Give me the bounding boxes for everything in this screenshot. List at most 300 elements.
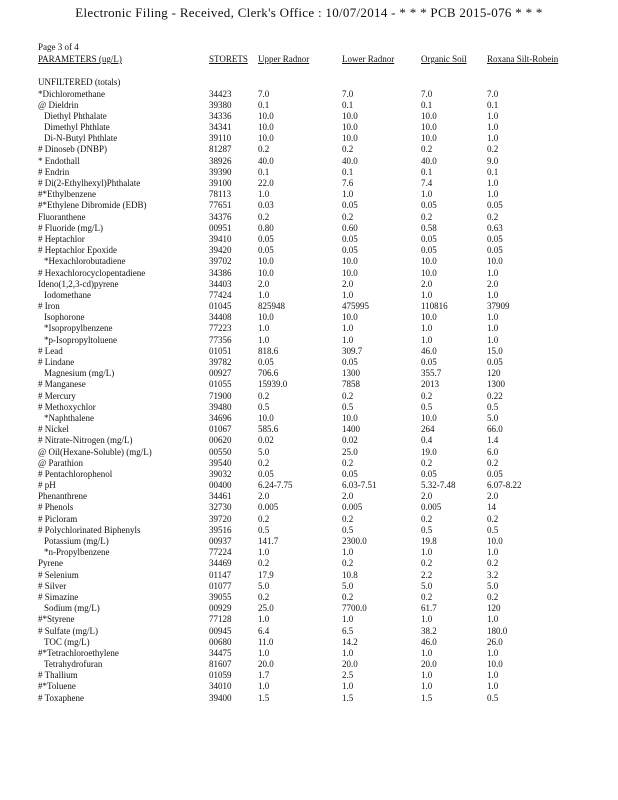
cell-parameter: # pH: [38, 480, 56, 491]
cell-organic-soil: 1.0: [421, 670, 433, 681]
cell-lower-radnor: 0.05: [342, 233, 358, 244]
table-row: [0, 648, 618, 659]
table-row: [0, 536, 618, 547]
cell-organic-soil: 0.5: [421, 401, 433, 412]
cell-upper-radnor: 1.0: [258, 647, 270, 658]
cell-storet: 81607: [209, 659, 232, 670]
cell-parameter: # Di(2-Ethylhexyl)Phthalate: [38, 178, 141, 188]
cell-lower-radnor: 0.05: [342, 200, 358, 211]
table-row: [0, 480, 618, 491]
cell-upper-radnor: 0.05: [258, 233, 274, 244]
cell-roxana-silt: 0.05: [487, 233, 503, 244]
cell-roxana-silt: 5.0: [487, 580, 499, 591]
table-row: [0, 156, 618, 167]
cell-organic-soil: 1.0: [421, 681, 433, 692]
cell-storet: 39540: [209, 457, 232, 468]
cell-lower-radnor: 309.7: [342, 345, 363, 356]
cell-parameter: # Nitrate-Nitrogen (mg/L): [38, 435, 133, 446]
cell-organic-soil: 1.0: [421, 323, 433, 334]
cell-upper-radnor: 10.0: [258, 267, 274, 278]
table-header: [0, 54, 618, 66]
cell-roxana-silt: 0.5: [487, 692, 499, 703]
cell-roxana-silt: 6.0: [487, 446, 499, 457]
table-row: [0, 357, 618, 368]
cell-roxana-silt: 5.0: [487, 412, 499, 423]
cell-upper-radnor: 25.0: [258, 603, 274, 614]
cell-organic-soil: 0.4: [421, 435, 433, 446]
cell-lower-radnor: 1.0: [342, 647, 354, 658]
cell-upper-radnor: 0.05: [258, 357, 274, 367]
cell-lower-radnor: 0.2: [342, 513, 354, 524]
cell-roxana-silt: 0.22: [487, 390, 503, 401]
cell-roxana-silt: 1.0: [487, 189, 499, 200]
cell-lower-radnor: 0.2: [342, 390, 354, 401]
table-row: [0, 212, 618, 223]
cell-lower-radnor: 25.0: [342, 446, 358, 457]
cell-lower-radnor: 0.05: [342, 245, 358, 256]
table-row: [0, 167, 618, 178]
cell-storet: 34336: [209, 110, 232, 121]
cell-parameter: Dimethyl Phthlate: [44, 122, 110, 133]
cell-roxana-silt: 0.2: [487, 457, 499, 468]
cell-roxana-silt: 1.0: [487, 323, 499, 334]
cell-storet: 34696: [209, 412, 232, 423]
cell-upper-radnor: 1.0: [258, 323, 270, 334]
cell-roxana-silt: 10.0: [487, 536, 503, 546]
cell-parameter: Sodium (mg/L): [44, 603, 100, 614]
cell-parameter: * Endothall: [38, 155, 80, 166]
cell-storet: 34423: [209, 88, 232, 99]
table-row: [0, 547, 618, 558]
cell-roxana-silt: 0.2: [487, 211, 499, 222]
table-row: [0, 335, 618, 346]
cell-parameter: # Lead: [38, 345, 63, 356]
cell-storet: 00927: [209, 368, 232, 379]
cell-lower-radnor: 1400: [342, 424, 360, 435]
table-row: [0, 413, 618, 424]
cell-parameter: Phenanthrene: [38, 491, 87, 502]
table-row: [0, 122, 618, 133]
cell-lower-radnor: 0.2: [342, 591, 354, 602]
table-row: [0, 681, 618, 692]
table-row: [0, 435, 618, 446]
cell-parameter: # Thallium: [38, 670, 78, 681]
cell-upper-radnor: 0.2: [258, 591, 270, 602]
cell-lower-radnor: 1.0: [342, 189, 354, 200]
cell-lower-radnor: 10.0: [342, 412, 358, 423]
cell-upper-radnor: 11.0: [258, 636, 274, 647]
cell-storet: 00937: [209, 536, 232, 546]
cell-roxana-silt: 15.0: [487, 345, 503, 356]
cell-organic-soil: 10.0: [421, 110, 437, 121]
cell-parameter: Di-N-Butyl Phthlate: [44, 133, 118, 144]
cell-organic-soil: 0.005: [421, 502, 442, 513]
cell-upper-radnor: 0.5: [258, 524, 270, 535]
cell-roxana-silt: 10.0: [487, 256, 503, 267]
table-row: [0, 592, 618, 603]
table-row: [0, 189, 618, 200]
cell-roxana-silt: 1.0: [487, 647, 499, 658]
cell-storet: 01055: [209, 379, 232, 390]
table-row: [0, 256, 618, 267]
cell-lower-radnor: 20.0: [342, 659, 358, 670]
cell-organic-soil: 10.0: [421, 312, 437, 323]
cell-lower-radnor: 2.0: [342, 278, 354, 289]
cell-upper-radnor: 7.0: [258, 88, 270, 99]
cell-roxana-silt: 3.2: [487, 569, 499, 580]
cell-upper-radnor: 0.80: [258, 222, 274, 233]
cell-upper-radnor: 1.0: [258, 289, 270, 300]
cell-organic-soil: 19.0: [421, 446, 437, 457]
cell-lower-radnor: 0.1: [342, 166, 354, 177]
table-row: [0, 346, 618, 357]
cell-lower-radnor: 40.0: [342, 155, 358, 166]
cell-storet: 71900: [209, 390, 232, 401]
table-row: [0, 693, 618, 704]
cell-upper-radnor: 5.0: [258, 580, 270, 591]
cell-organic-soil: 0.5: [421, 524, 433, 535]
cell-parameter: # Dinoseb (DNBP): [38, 144, 107, 155]
cell-parameter: *p-Isopropyltoluene: [44, 334, 117, 345]
cell-upper-radnor: 15939.0: [258, 379, 288, 390]
cell-roxana-silt: 9.0: [487, 155, 499, 166]
cell-upper-radnor: 0.2: [258, 513, 270, 524]
cell-organic-soil: 10.0: [421, 267, 437, 278]
cell-upper-radnor: 10.0: [258, 412, 274, 423]
cell-roxana-silt: 14: [487, 502, 496, 513]
cell-parameter: # Manganese: [38, 379, 86, 390]
cell-upper-radnor: 0.2: [258, 558, 270, 569]
table-row: [0, 626, 618, 637]
cell-upper-radnor: 825948: [258, 301, 285, 312]
cell-lower-radnor: 10.0: [342, 133, 358, 144]
cell-organic-soil: 10.0: [421, 412, 437, 423]
cell-storet: 77128: [209, 614, 232, 625]
cell-upper-radnor: 22.0: [258, 178, 274, 188]
cell-upper-radnor: 2.0: [258, 491, 270, 502]
cell-parameter: # Phenols: [38, 502, 74, 513]
cell-parameter: # Nickel: [38, 424, 69, 435]
cell-lower-radnor: 0.5: [342, 524, 354, 535]
section-label: UNFILTERED (totals): [38, 77, 121, 87]
cell-lower-radnor: 14.2: [342, 636, 358, 647]
cell-lower-radnor: 0.2: [342, 457, 354, 468]
cell-lower-radnor: 10.0: [342, 110, 358, 121]
cell-parameter: TOC (mg/L): [44, 636, 90, 647]
cell-storet: 01059: [209, 670, 232, 681]
table-row: [0, 391, 618, 402]
cell-upper-radnor: 0.2: [258, 457, 270, 468]
cell-parameter: Pyrene: [38, 558, 63, 569]
cell-parameter: Isophorone: [44, 312, 85, 323]
cell-storet: 39380: [209, 99, 232, 110]
cell-storet: 34010: [209, 681, 232, 692]
table-row: [0, 368, 618, 379]
cell-roxana-silt: 1.0: [487, 133, 499, 144]
cell-parameter: #*Ethylbenzene: [38, 189, 96, 200]
cell-upper-radnor: 10.0: [258, 256, 274, 267]
cell-parameter: # Endrin: [38, 166, 70, 177]
cell-upper-radnor: 0.1: [258, 99, 270, 110]
cell-lower-radnor: 10.0: [342, 312, 358, 323]
cell-lower-radnor: 1.0: [342, 289, 354, 300]
cell-lower-radnor: 7.6: [342, 178, 354, 188]
table-row: [0, 234, 618, 245]
cell-upper-radnor: 17.9: [258, 569, 274, 580]
cell-organic-soil: 7.0: [421, 88, 433, 99]
cell-storet: 39720: [209, 513, 232, 524]
table-row: [0, 558, 618, 569]
cell-lower-radnor: 10.8: [342, 569, 358, 580]
cell-storet: 00680: [209, 636, 232, 647]
cell-storet: 34461: [209, 491, 232, 502]
cell-storet: 39390: [209, 166, 232, 177]
cell-upper-radnor: 10.0: [258, 133, 274, 144]
cell-storet: 78113: [209, 189, 232, 200]
cell-storet: 81287: [209, 144, 232, 155]
cell-storet: 34403: [209, 278, 232, 289]
cell-roxana-silt: 1.0: [487, 110, 499, 121]
table-row: [0, 133, 618, 144]
cell-lower-radnor: 0.2: [342, 558, 354, 569]
cell-upper-radnor: 1.0: [258, 681, 270, 692]
cell-lower-radnor: 7700.0: [342, 603, 367, 614]
cell-upper-radnor: 706.6: [258, 368, 279, 379]
cell-storet: 01051: [209, 345, 232, 356]
cell-organic-soil: 61.7: [421, 603, 437, 614]
cell-storet: 00929: [209, 603, 232, 614]
cell-organic-soil: 0.2: [421, 457, 433, 468]
cell-organic-soil: 0.05: [421, 200, 437, 211]
cell-parameter: # Toxaphene: [38, 692, 84, 703]
table-row: [0, 312, 618, 323]
cell-roxana-silt: 1.0: [487, 178, 499, 188]
cell-storet: 32730: [209, 502, 232, 513]
cell-storet: 00951: [209, 222, 232, 233]
cell-parameter: *Dichloromethane: [38, 88, 105, 99]
cell-roxana-silt: 6.07-8.22: [487, 480, 522, 491]
cell-upper-radnor: 1.5: [258, 692, 270, 703]
cell-organic-soil: 2.2: [421, 569, 433, 580]
table-row: [0, 402, 618, 413]
cell-roxana-silt: 1.0: [487, 312, 499, 323]
cell-storet: 39782: [209, 357, 232, 367]
cell-organic-soil: 0.58: [421, 222, 437, 233]
cell-lower-radnor: 5.0: [342, 580, 354, 591]
cell-roxana-silt: 1.0: [487, 614, 499, 625]
cell-roxana-silt: 2.0: [487, 278, 499, 289]
cell-upper-radnor: 40.0: [258, 155, 274, 166]
table-row: [0, 570, 618, 581]
cell-parameter: # Lindane: [38, 357, 75, 367]
cell-organic-soil: 40.0: [421, 155, 437, 166]
cell-parameter: # Heptachlor Epoxide: [38, 245, 117, 256]
cell-parameter: *Isopropylbenzene: [44, 323, 113, 334]
cell-lower-radnor: 10.0: [342, 267, 358, 278]
cell-organic-soil: 10.0: [421, 133, 437, 144]
cell-lower-radnor: 2.0: [342, 491, 354, 502]
cell-lower-radnor: 0.02: [342, 435, 358, 446]
cell-lower-radnor: 0.2: [342, 211, 354, 222]
table-row: [0, 301, 618, 312]
cell-lower-radnor: 1.0: [342, 323, 354, 334]
cell-lower-radnor: 6.5: [342, 625, 354, 636]
table-row: [0, 245, 618, 256]
cell-lower-radnor: 0.05: [342, 468, 358, 479]
cell-roxana-silt: 1300: [487, 379, 505, 390]
cell-roxana-silt: 0.05: [487, 468, 503, 479]
cell-upper-radnor: 1.0: [258, 189, 270, 200]
cell-parameter: Tetrahydrofuran: [44, 659, 103, 670]
cell-storet: 34469: [209, 558, 232, 569]
cell-organic-soil: 0.2: [421, 211, 433, 222]
cell-roxana-silt: 0.1: [487, 166, 499, 177]
table-row: [0, 323, 618, 334]
cell-organic-soil: 7.4: [421, 178, 433, 188]
table-row: [0, 502, 618, 513]
cell-organic-soil: 355.7: [421, 368, 442, 379]
header-storets: STORETS: [209, 54, 248, 64]
cell-storet: 01067: [209, 424, 232, 435]
cell-upper-radnor: 1.7: [258, 670, 270, 681]
table-row: [0, 200, 618, 211]
cell-parameter: Diethyl Phthalate: [44, 110, 107, 121]
header-organic-soil: Organic Soil: [421, 54, 467, 64]
cell-storet: 00400: [209, 480, 232, 491]
table-row: [0, 111, 618, 122]
cell-organic-soil: 1.0: [421, 289, 433, 300]
cell-roxana-silt: 66.0: [487, 424, 503, 435]
cell-storet: 39480: [209, 401, 232, 412]
cell-organic-soil: 10.0: [421, 256, 437, 267]
cell-storet: 77651: [209, 200, 232, 211]
cell-roxana-silt: 0.2: [487, 591, 499, 602]
cell-parameter: #*Toluene: [38, 681, 76, 692]
cell-organic-soil: 0.2: [421, 591, 433, 602]
cell-roxana-silt: 1.4: [487, 435, 499, 446]
cell-lower-radnor: 2300.0: [342, 536, 367, 546]
cell-lower-radnor: 0.05: [342, 357, 358, 367]
cell-storet: 34376: [209, 211, 232, 222]
cell-organic-soil: 46.0: [421, 636, 437, 647]
cell-storet: 77224: [209, 547, 232, 558]
cell-parameter: #*Styrene: [38, 614, 75, 625]
cell-upper-radnor: 2.0: [258, 278, 270, 289]
cell-organic-soil: 20.0: [421, 659, 437, 670]
cell-organic-soil: 2.0: [421, 491, 433, 502]
cell-upper-radnor: 1.0: [258, 334, 270, 345]
cell-parameter: # Simazine: [38, 591, 79, 602]
table-row: [0, 100, 618, 111]
cell-storet: 39420: [209, 245, 232, 256]
cell-parameter: @ Oil(Hexane-Soluble) (mg/L): [38, 446, 152, 457]
cell-roxana-silt: 0.05: [487, 200, 503, 211]
cell-upper-radnor: 10.0: [258, 312, 274, 323]
cell-organic-soil: 0.05: [421, 468, 437, 479]
cell-storet: 34408: [209, 312, 232, 323]
table-row: [0, 670, 618, 681]
cell-organic-soil: 0.1: [421, 166, 433, 177]
cell-storet: 39032: [209, 468, 232, 479]
cell-roxana-silt: 1.0: [487, 334, 499, 345]
cell-organic-soil: 1.5: [421, 692, 433, 703]
cell-upper-radnor: 818.6: [258, 345, 279, 356]
cell-parameter: # Hexachlorocyclopentadiene: [38, 267, 146, 278]
cell-storet: 01045: [209, 301, 232, 312]
cell-organic-soil: 5.32-7.48: [421, 480, 456, 491]
cell-upper-radnor: 0.1: [258, 166, 270, 177]
cell-storet: 01147: [209, 569, 232, 580]
cell-parameter: # Mercury: [38, 390, 76, 401]
cell-parameter: @ Dieldrin: [38, 99, 79, 110]
cell-storet: 01077: [209, 580, 232, 591]
cell-storet: 39100: [209, 178, 232, 188]
cell-roxana-silt: 1.0: [487, 670, 499, 681]
cell-upper-radnor: 0.03: [258, 200, 274, 211]
cell-parameter: # Polychlorinated Biphenyls: [38, 524, 141, 535]
cell-lower-radnor: 1.0: [342, 681, 354, 692]
table-row: [0, 178, 618, 189]
cell-roxana-silt: 1.0: [487, 547, 499, 558]
cell-organic-soil: 46.0: [421, 345, 437, 356]
cell-organic-soil: 0.2: [421, 390, 433, 401]
cell-roxana-silt: 1.0: [487, 122, 499, 133]
header-upper-radnor: Upper Radnor: [258, 54, 310, 64]
cell-parameter: #*Ethylene Dibromide (EDB): [38, 200, 147, 211]
cell-upper-radnor: 6.24-7.75: [258, 480, 293, 491]
cell-organic-soil: 10.0: [421, 122, 437, 133]
cell-upper-radnor: 1.0: [258, 547, 270, 558]
cell-roxana-silt: 7.0: [487, 88, 499, 99]
cell-lower-radnor: 475995: [342, 301, 369, 312]
cell-organic-soil: 1.0: [421, 334, 433, 345]
cell-organic-soil: 0.2: [421, 144, 433, 155]
cell-roxana-silt: 0.2: [487, 144, 499, 155]
cell-lower-radnor: 0.1: [342, 99, 354, 110]
cell-upper-radnor: 141.7: [258, 536, 279, 546]
cell-organic-soil: 0.05: [421, 245, 437, 256]
cell-parameter: *n-Propylbenzene: [44, 547, 110, 558]
cell-roxana-silt: 1.0: [487, 289, 499, 300]
cell-storet: 00620: [209, 435, 232, 446]
cell-upper-radnor: 585.6: [258, 424, 279, 435]
cell-parameter: *Hexachlorobutadiene: [44, 256, 126, 267]
cell-organic-soil: 1.0: [421, 547, 433, 558]
table-row: [0, 279, 618, 290]
cell-organic-soil: 0.05: [421, 233, 437, 244]
cell-roxana-silt: 0.63: [487, 222, 503, 233]
cell-upper-radnor: 0.2: [258, 390, 270, 401]
cell-roxana-silt: 180.0: [487, 625, 508, 636]
cell-roxana-silt: 2.0: [487, 491, 499, 502]
table-row: [0, 581, 618, 592]
cell-lower-radnor: 0.60: [342, 222, 358, 233]
table-row: [0, 603, 618, 614]
cell-roxana-silt: 26.0: [487, 636, 503, 647]
cell-organic-soil: 1.0: [421, 189, 433, 200]
cell-lower-radnor: 10.0: [342, 122, 358, 133]
table-row: [0, 637, 618, 648]
table-row: [0, 514, 618, 525]
cell-parameter: #*Tetrachloroethylene: [38, 647, 119, 658]
table-row: [0, 424, 618, 435]
cell-upper-radnor: 20.0: [258, 659, 274, 670]
cell-lower-radnor: 0.2: [342, 144, 354, 155]
cell-upper-radnor: 0.005: [258, 502, 279, 513]
table-row: [0, 223, 618, 234]
cell-roxana-silt: 120: [487, 368, 501, 379]
cell-roxana-silt: 0.05: [487, 245, 503, 256]
